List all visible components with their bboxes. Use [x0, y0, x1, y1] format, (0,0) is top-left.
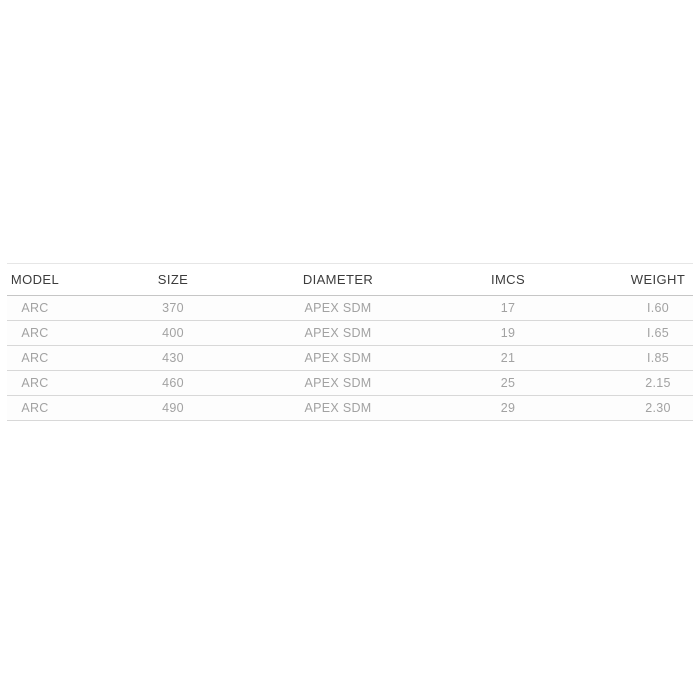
cell-diameter: APEX SDM [283, 321, 393, 346]
cell-diameter: APEX SDM [283, 296, 393, 321]
cell-weight: I.65 [623, 321, 693, 346]
cell-size: 400 [63, 321, 283, 346]
cell-model: ARC [7, 396, 63, 421]
cell-model: ARC [7, 371, 63, 396]
cell-weight: 2.30 [623, 396, 693, 421]
spec-table-body [7, 296, 693, 421]
cell-size: 460 [63, 371, 283, 396]
cell-weight: I.60 [623, 296, 693, 321]
cell-model: ARC [7, 321, 63, 346]
cell-weight: 2.15 [623, 371, 693, 396]
column-header-weight: WEIGHT [623, 264, 693, 296]
cell-size: 490 [63, 396, 283, 421]
table-row [7, 346, 693, 371]
header-row [7, 264, 693, 296]
cell-size: 370 [63, 296, 283, 321]
spec-table [7, 263, 693, 421]
column-header-size: SIZE [63, 264, 283, 296]
cell-imcs: 29 [393, 396, 623, 421]
cell-imcs: 21 [393, 346, 623, 371]
cell-diameter: APEX SDM [283, 346, 393, 371]
table-row [7, 396, 693, 421]
cell-model: ARC [7, 346, 63, 371]
spec-table-header [7, 264, 693, 296]
cell-size: 430 [63, 346, 283, 371]
cell-model: ARC [7, 296, 63, 321]
cell-diameter: APEX SDM [283, 371, 393, 396]
cell-imcs: 19 [393, 321, 623, 346]
cell-diameter: APEX SDM [283, 396, 393, 421]
table-row [7, 371, 693, 396]
table-row [7, 296, 693, 321]
cell-imcs: 17 [393, 296, 623, 321]
cell-imcs: 25 [393, 371, 623, 396]
column-header-imcs: IMCS [393, 264, 623, 296]
column-header-diameter: DIAMETER [283, 264, 393, 296]
spec-table-container [7, 263, 693, 421]
cell-weight: I.85 [623, 346, 693, 371]
table-row [7, 321, 693, 346]
column-header-model: MODEL [7, 264, 63, 296]
